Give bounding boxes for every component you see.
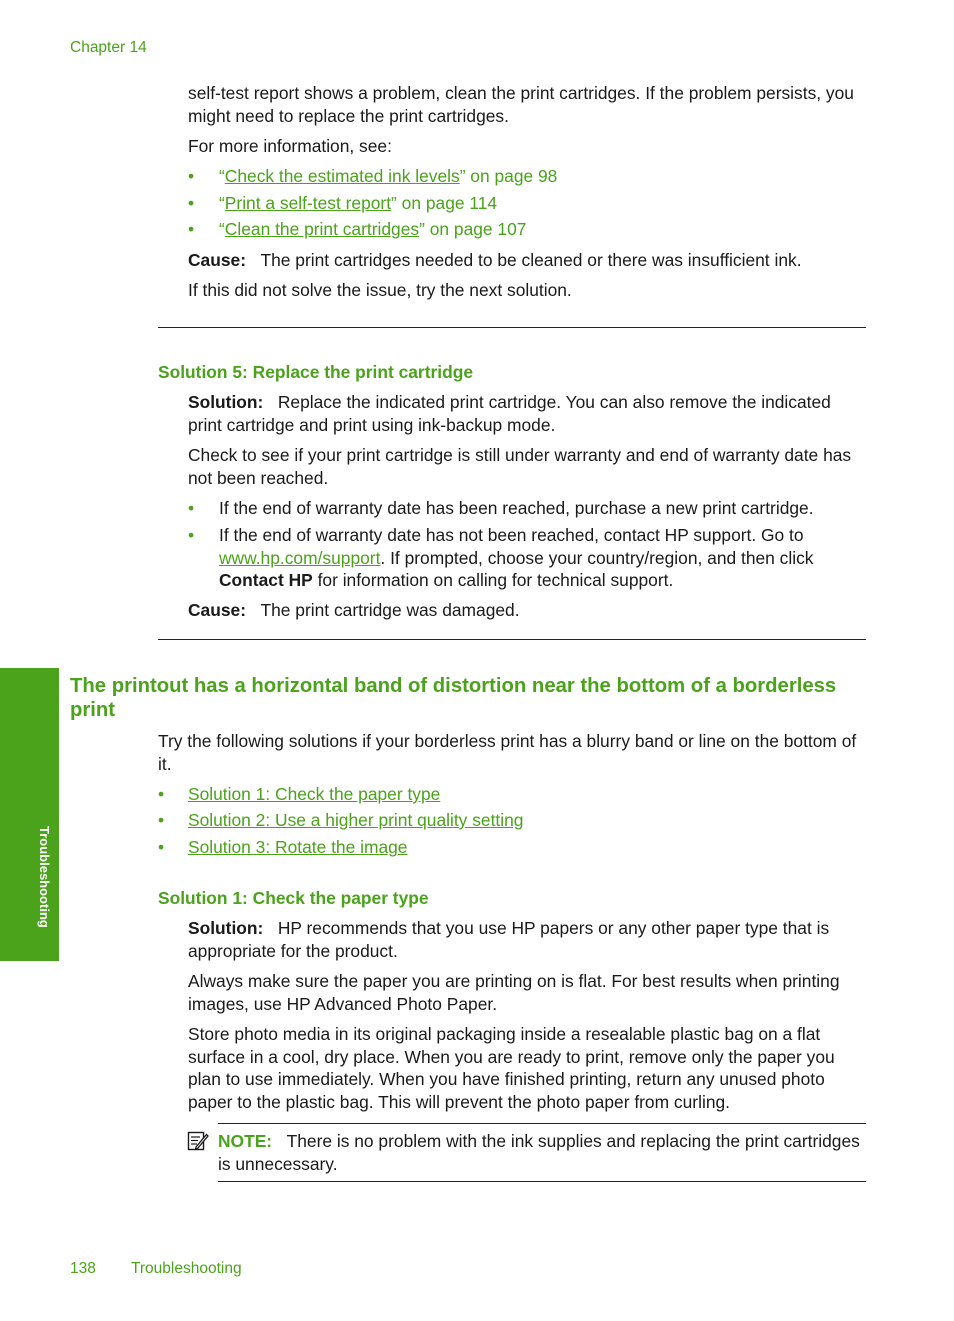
note-icon <box>187 1130 209 1152</box>
solution1-text: Solution: HP recommends that you use HP papers or any other paper type that is appropriate for the product. <box>188 918 830 961</box>
note-top-rule <box>218 1123 866 1124</box>
footer-section: Troubleshooting <box>131 1260 242 1277</box>
cause-text: Cause: The print cartridge was damaged. <box>188 600 520 620</box>
page-number: 138 <box>70 1260 96 1277</box>
cause-text: Cause: The print cartridges needed to be cleaned or there was insufficient ink. <box>188 250 802 270</box>
bullet-icon: • <box>158 810 165 830</box>
link-check-ink-levels[interactable]: Check the estimated ink levels <box>224 166 460 186</box>
link-solution-2[interactable]: Solution 2: Use a higher print quality setting <box>188 810 524 830</box>
more-info-text: For more information, see: <box>188 136 392 156</box>
store-media-text: Store photo media in its original packaging inside a resealable plastic bag on a flat surface in a cool, dry place. When you are ready to print, remove only the paper you plan to use immediately. When you have finished printing, return any unused photo paper to the plastic bag. This will prevent the photo paper from curling. <box>188 1024 835 1112</box>
bullet-icon: • <box>188 219 195 239</box>
link-clean-cartridges[interactable]: Clean the print cartridges <box>224 219 420 239</box>
bullet-icon: • <box>188 166 195 186</box>
intro-paragraph: self-test report shows a problem, clean the print cartridges. If the problem persists, you might need to replace the print cartridges. <box>188 83 854 126</box>
divider <box>158 639 866 640</box>
solution5-text: Solution: Replace the indicated print cartridge. You can also remove the indicated print cartridge and print using ink-backup mode. <box>188 392 831 435</box>
link-hp-support[interactable]: www.hp.com/support <box>219 547 381 568</box>
link-self-test-report[interactable]: Print a self-test report <box>224 193 392 213</box>
link-solution-3[interactable]: Solution 3: Rotate the image <box>188 837 408 857</box>
solution1-title: Solution 1: Check the paper type <box>158 888 429 908</box>
section-intro: Try the following solutions if your borderless print has a blurry band or line on the bottom of it. <box>158 731 857 774</box>
bullet-icon: • <box>188 498 195 518</box>
chapter-label: Chapter 14 <box>70 39 147 56</box>
next-solution-text: If this did not solve the issue, try the next solution. <box>188 280 572 300</box>
bullet-icon: • <box>158 837 165 857</box>
note-bottom-rule <box>218 1181 866 1182</box>
link-solution-1[interactable]: Solution 1: Check the paper type <box>188 784 441 804</box>
solution5-title: Solution 5: Replace the print cartridge <box>158 362 474 382</box>
flat-paper-text: Always make sure the paper you are printing on is flat. For best results when printing images, use HP Advanced Photo Paper. <box>188 971 840 1014</box>
bullet-icon: • <box>188 193 195 213</box>
divider <box>158 327 866 328</box>
note-text: NOTE: There is no problem with the ink supplies and replacing the print cartridges is unnecessary. <box>218 1131 860 1174</box>
bullet-icon: • <box>158 784 165 804</box>
bullet-icon: • <box>188 525 195 545</box>
section-title: The printout has a horizontal band of distortion near the bottom of a borderless print <box>70 675 837 721</box>
side-tab-label: Troubleshooting <box>37 826 52 928</box>
warranty-check-text: Check to see if your print cartridge is still under warranty and end of warranty date has not been reached. <box>188 445 852 488</box>
